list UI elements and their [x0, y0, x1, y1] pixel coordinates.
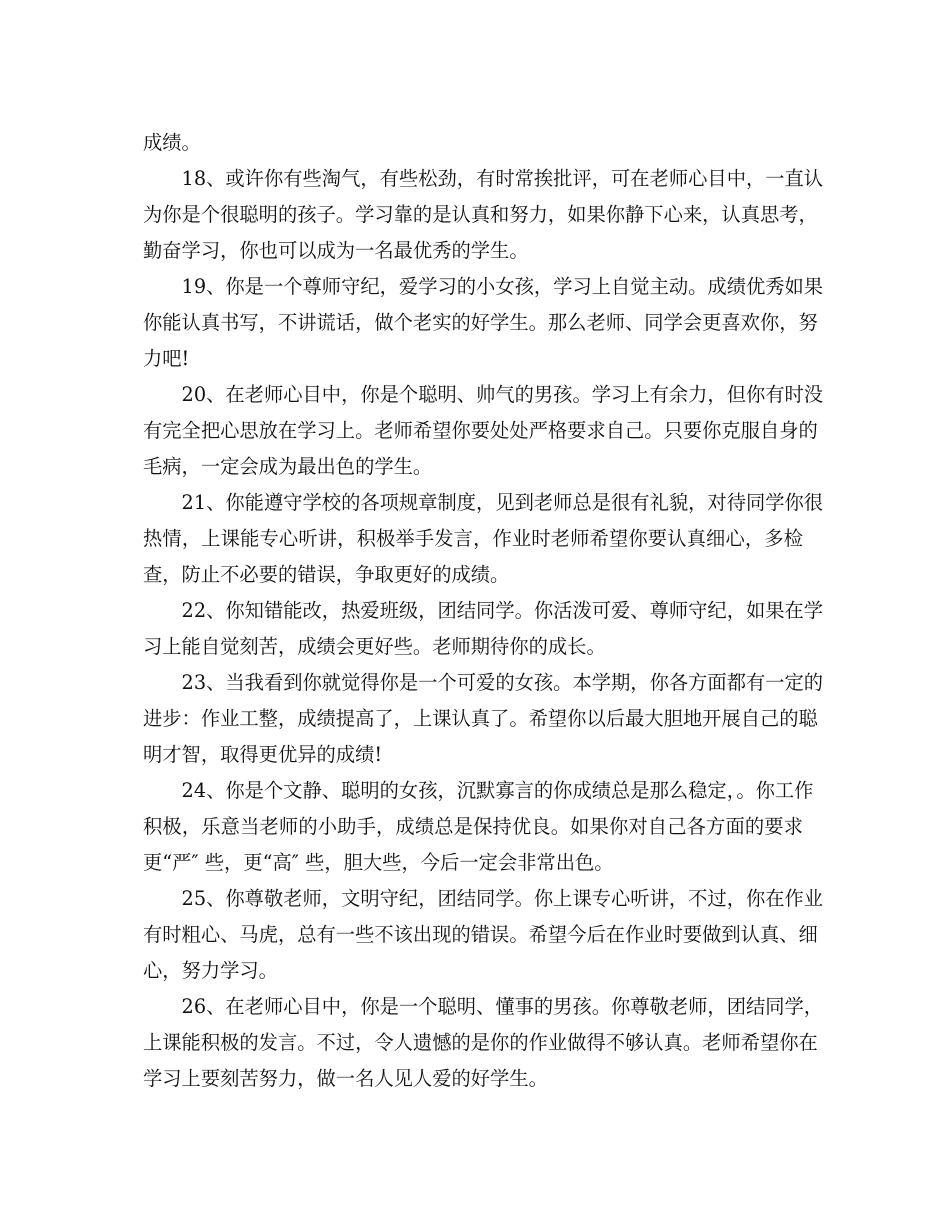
text-line: 更“严″ 些，更“高″ 些，胆大些，今后一定会非常出色。 — [143, 851, 614, 874]
paragraph — [143, 269, 824, 377]
text-line: 热情，上课能专心听讲，积极举手发言，作业时老师希望你要认真细心，多检 — [143, 527, 803, 550]
paragraph — [143, 773, 814, 881]
text-line: 学习上要刻苦努力，做一名人见人爱的好学生。 — [143, 1067, 548, 1090]
text-line: 21、你能遵守学校的各项规章制度，见到老师总是很有礼貌，对待同学你很 — [143, 491, 824, 514]
paragraph — [143, 989, 824, 1097]
text-line: 24、你是个文静、聪明的女孩，沉默寡言的你成绩总是那么稳定，。你工作 — [143, 779, 814, 802]
text-line: 你能认真书写，不讲谎话，做个老实的好学生。那么老师、同学会更喜欢你，努 — [143, 311, 818, 334]
text-line: 成绩。 — [143, 131, 201, 154]
text-line: 查，防止不必要的错误，争取更好的成绩。 — [143, 563, 510, 586]
text-line: 19、你是一个尊师守纪，爱学习的小女孩，学习上自觉主动。成绩优秀如果 — [143, 275, 824, 298]
text-line: 心，努力学习。 — [143, 959, 278, 982]
paragraph — [143, 377, 824, 485]
text-line: 积极，乐意当老师的小助手，成绩总是保持优良。如果你对自己各方面的要求 — [143, 815, 803, 838]
text-line: 力吧! — [143, 347, 190, 370]
text-line: 进步：作业工整，成绩提高了，上课认真了。希望你以后最大胆地开展自己的聪 — [143, 707, 818, 730]
paragraph — [143, 665, 824, 773]
text-line: 23、当我看到你就觉得你是一个可爱的女孩。本学期，你各方面都有一定的 — [143, 671, 824, 694]
paragraph — [143, 485, 824, 593]
document-body — [143, 125, 824, 1097]
paragraph — [143, 881, 824, 989]
text-line: 20、在老师心目中，你是个聪明、帅气的男孩。学习上有余力，但你有时没 — [143, 383, 824, 406]
text-line: 为你是个很聪明的孩子。学习靠的是认真和努力，如果你静下心来，认真思考， — [143, 203, 818, 226]
text-line: 26、在老师心目中，你是一个聪明、懂事的男孩。你尊敬老师，团结同学， — [143, 995, 824, 1018]
text-line: 18、或许你有些淘气，有些松劲，有时常挨批评，可在老师心目中，一直认 — [143, 167, 824, 190]
text-line: 毛病，一定会成为最出色的学生。 — [143, 455, 433, 478]
text-line: 有时粗心、马虎，总有一些不该出现的错误。希望今后在作业时要做到认真、细 — [143, 923, 818, 946]
text-line: 习上能自觉刻苦，成绩会更好些。老师期待你的成长。 — [143, 635, 606, 658]
text-line: 上课能积极的发言。不过，令人遗憾的是你的作业做得不够认真。老师希望你在 — [143, 1031, 818, 1054]
text-line: 22、你知错能改，热爱班级，团结同学。你活泼可爱、尊师守纪，如果在学 — [143, 599, 824, 622]
text-line: 25、你尊敬老师，文明守纪，团结同学。你上课专心听讲，不过，你在作业 — [143, 887, 824, 910]
paragraph — [143, 161, 824, 269]
paragraph — [143, 125, 803, 161]
text-line: 明才智，取得更优异的成绩! — [143, 743, 383, 766]
paragraph — [143, 593, 824, 665]
text-line: 有完全把心思放在学习上。老师希望你要处处严格要求自己。只要你克服自身的 — [143, 419, 818, 442]
text-line: 勤奋学习，你也可以成为一名最优秀的学生。 — [143, 239, 529, 262]
